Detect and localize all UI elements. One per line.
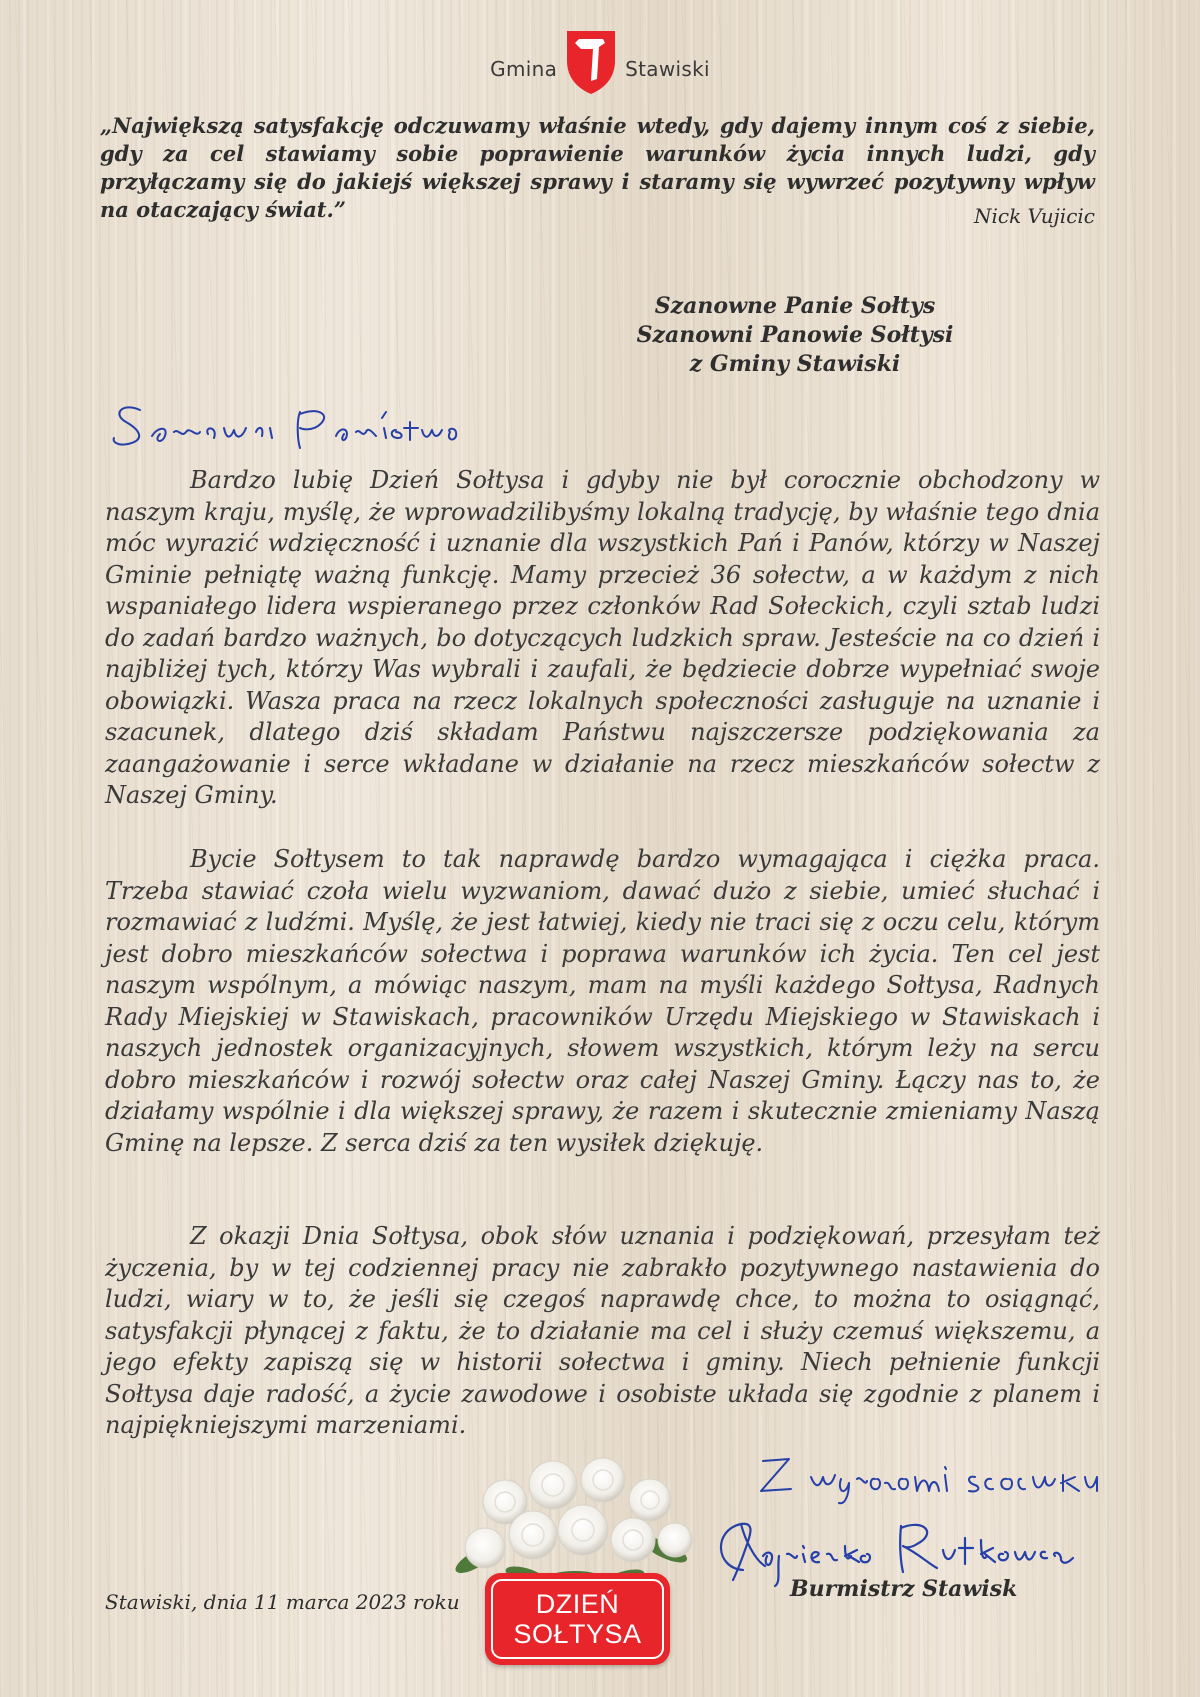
badge-line-2: SOŁTYSA	[513, 1619, 642, 1649]
signer-title: Burmistrz Stawisk	[790, 1576, 1018, 1602]
coat-of-arms-icon	[563, 27, 619, 97]
signature-text: Agnieszka Rutkowska	[705, 1495, 882, 1514]
closing-text: Z wyrazami szacunku	[745, 1432, 921, 1451]
body-paragraph-1: Bardzo lubię Dzień Sołtysa i gdyby nie był corocznie obchodzony w naszym kraju, myślę, że wprowadzilibyśmy lokalną tradycję, by właśnie tego dnia móc wyrazić wdzięczność i uznanie dla wszystkich Pań i Panów, którzy w Naszej Gminie pełniątę ważną funkcję. Mamy przecież 36 sołectw, a w każdym z nich wspaniałego lidera wspieranego przez członków Rad Sołeckich, czyli sztab ludzi do zadań bardzo ważnych, bo dotyczących ludzkich spraw. Jesteście na co dzień i najbliżej tych, którzy Was wybrali i zaufali, że będziecie dobrze wypełniać swoje obowiązki. Wasza praca na rzecz lokalnych społeczności zasługuje na uznanie i szacunek, dlatego dziś składam Państwu najszczersze podziękowania za zaangażowanie i serce wkładane w działanie na rzecz mieszkańców sołectw z Naszej Gminy.	[105, 466, 1100, 809]
handwritten-closing	[745, 1432, 1105, 1507]
logo-text-gmina: Gmina	[490, 57, 558, 81]
badge-line-1: DZIEŃ	[535, 1589, 620, 1619]
handwritten-salutation	[100, 377, 520, 462]
addressee-line-1: Szanowne Panie Sołtys	[654, 293, 936, 319]
opening-quote: „Największą satysfakcję odczuwamy właśnie wtedy, gdy dajemy innym coś z siebie, gdy za cel stawiamy sobie poprawienie warunków życia innych ludzi, gdy przyłączamy się do jakiejś większej sprawy i staramy się wywrzeć pozytywny wpływ na otaczający świat.”	[100, 113, 1095, 222]
municipality-logo	[0, 22, 1200, 102]
letter-date: Stawiski, dnia 11 marca 2023 roku	[105, 1590, 460, 1614]
body-paragraph-3: Z okazji Dnia Sołtysa, obok słów uznania i podziękowań, przesyłam też życzenia, by w tej codziennej pracy nie zabrakło pozytywnego nastawienia do ludzi, wiary w to, że jeśli się czegoś naprawdę chce, to można to osiągnąć, satysfakcji płynącej z faktu, że to działanie ma cel i służy czemuś większemu, a jego efekty zapiszą się w historii sołectwa i gminy. Niech pełnienie funkcji Sołtysa daje radość, a życie zawodowe i osobiste układa się zgodnie z planem i najpiękniejszymi marzeniami.	[105, 1222, 1100, 1439]
addressee-block	[560, 292, 1030, 379]
addressee-line-2: Szanowni Panowie Sołtysi	[636, 322, 954, 348]
dzien-soltysa-badge	[485, 1573, 670, 1665]
body-paragraph-2: Bycie Sołtysem to tak naprawdę bardzo wymagająca i ciężka praca. Trzeba stawiać czoła wielu wyzwaniom, dawać dużo z siebie, umieć słuchać i rozmawiać z ludźmi. Myślę, że jest łatwiej, kiedy nie traci się z oczu celu, którym jest dobro mieszkańców sołectwa i poprawa warunków ich życia. Ten cel jest naszym wspólnym, a mówiąc naszym, mam na myśli każdego Sołtysa, Radnych Rady Miejskiej w Stawiskach, pracowników Urzędu Miejskiego w Stawiskach i naszych jednostek organizacyjnych, słowem wszystkich, którym leży na sercu dobro mieszkańców i rozwój sołectw oraz całej Naszej Gminy. Łączy nas to, że działamy wspólnie i dla większej sprawy, że razem i skutecznie zmieniamy Naszą Gminę na lepsze. Z serca dziś za ten wysiłek dziękuję.	[105, 845, 1100, 1157]
logo-text-stawiski: Stawiski	[625, 57, 710, 81]
quote-author: Nick Vujicic	[973, 204, 1095, 228]
salutation-text: Szanowni Państwo	[100, 377, 251, 396]
addressee-line-3: z Gminy Stawiski	[689, 351, 901, 377]
